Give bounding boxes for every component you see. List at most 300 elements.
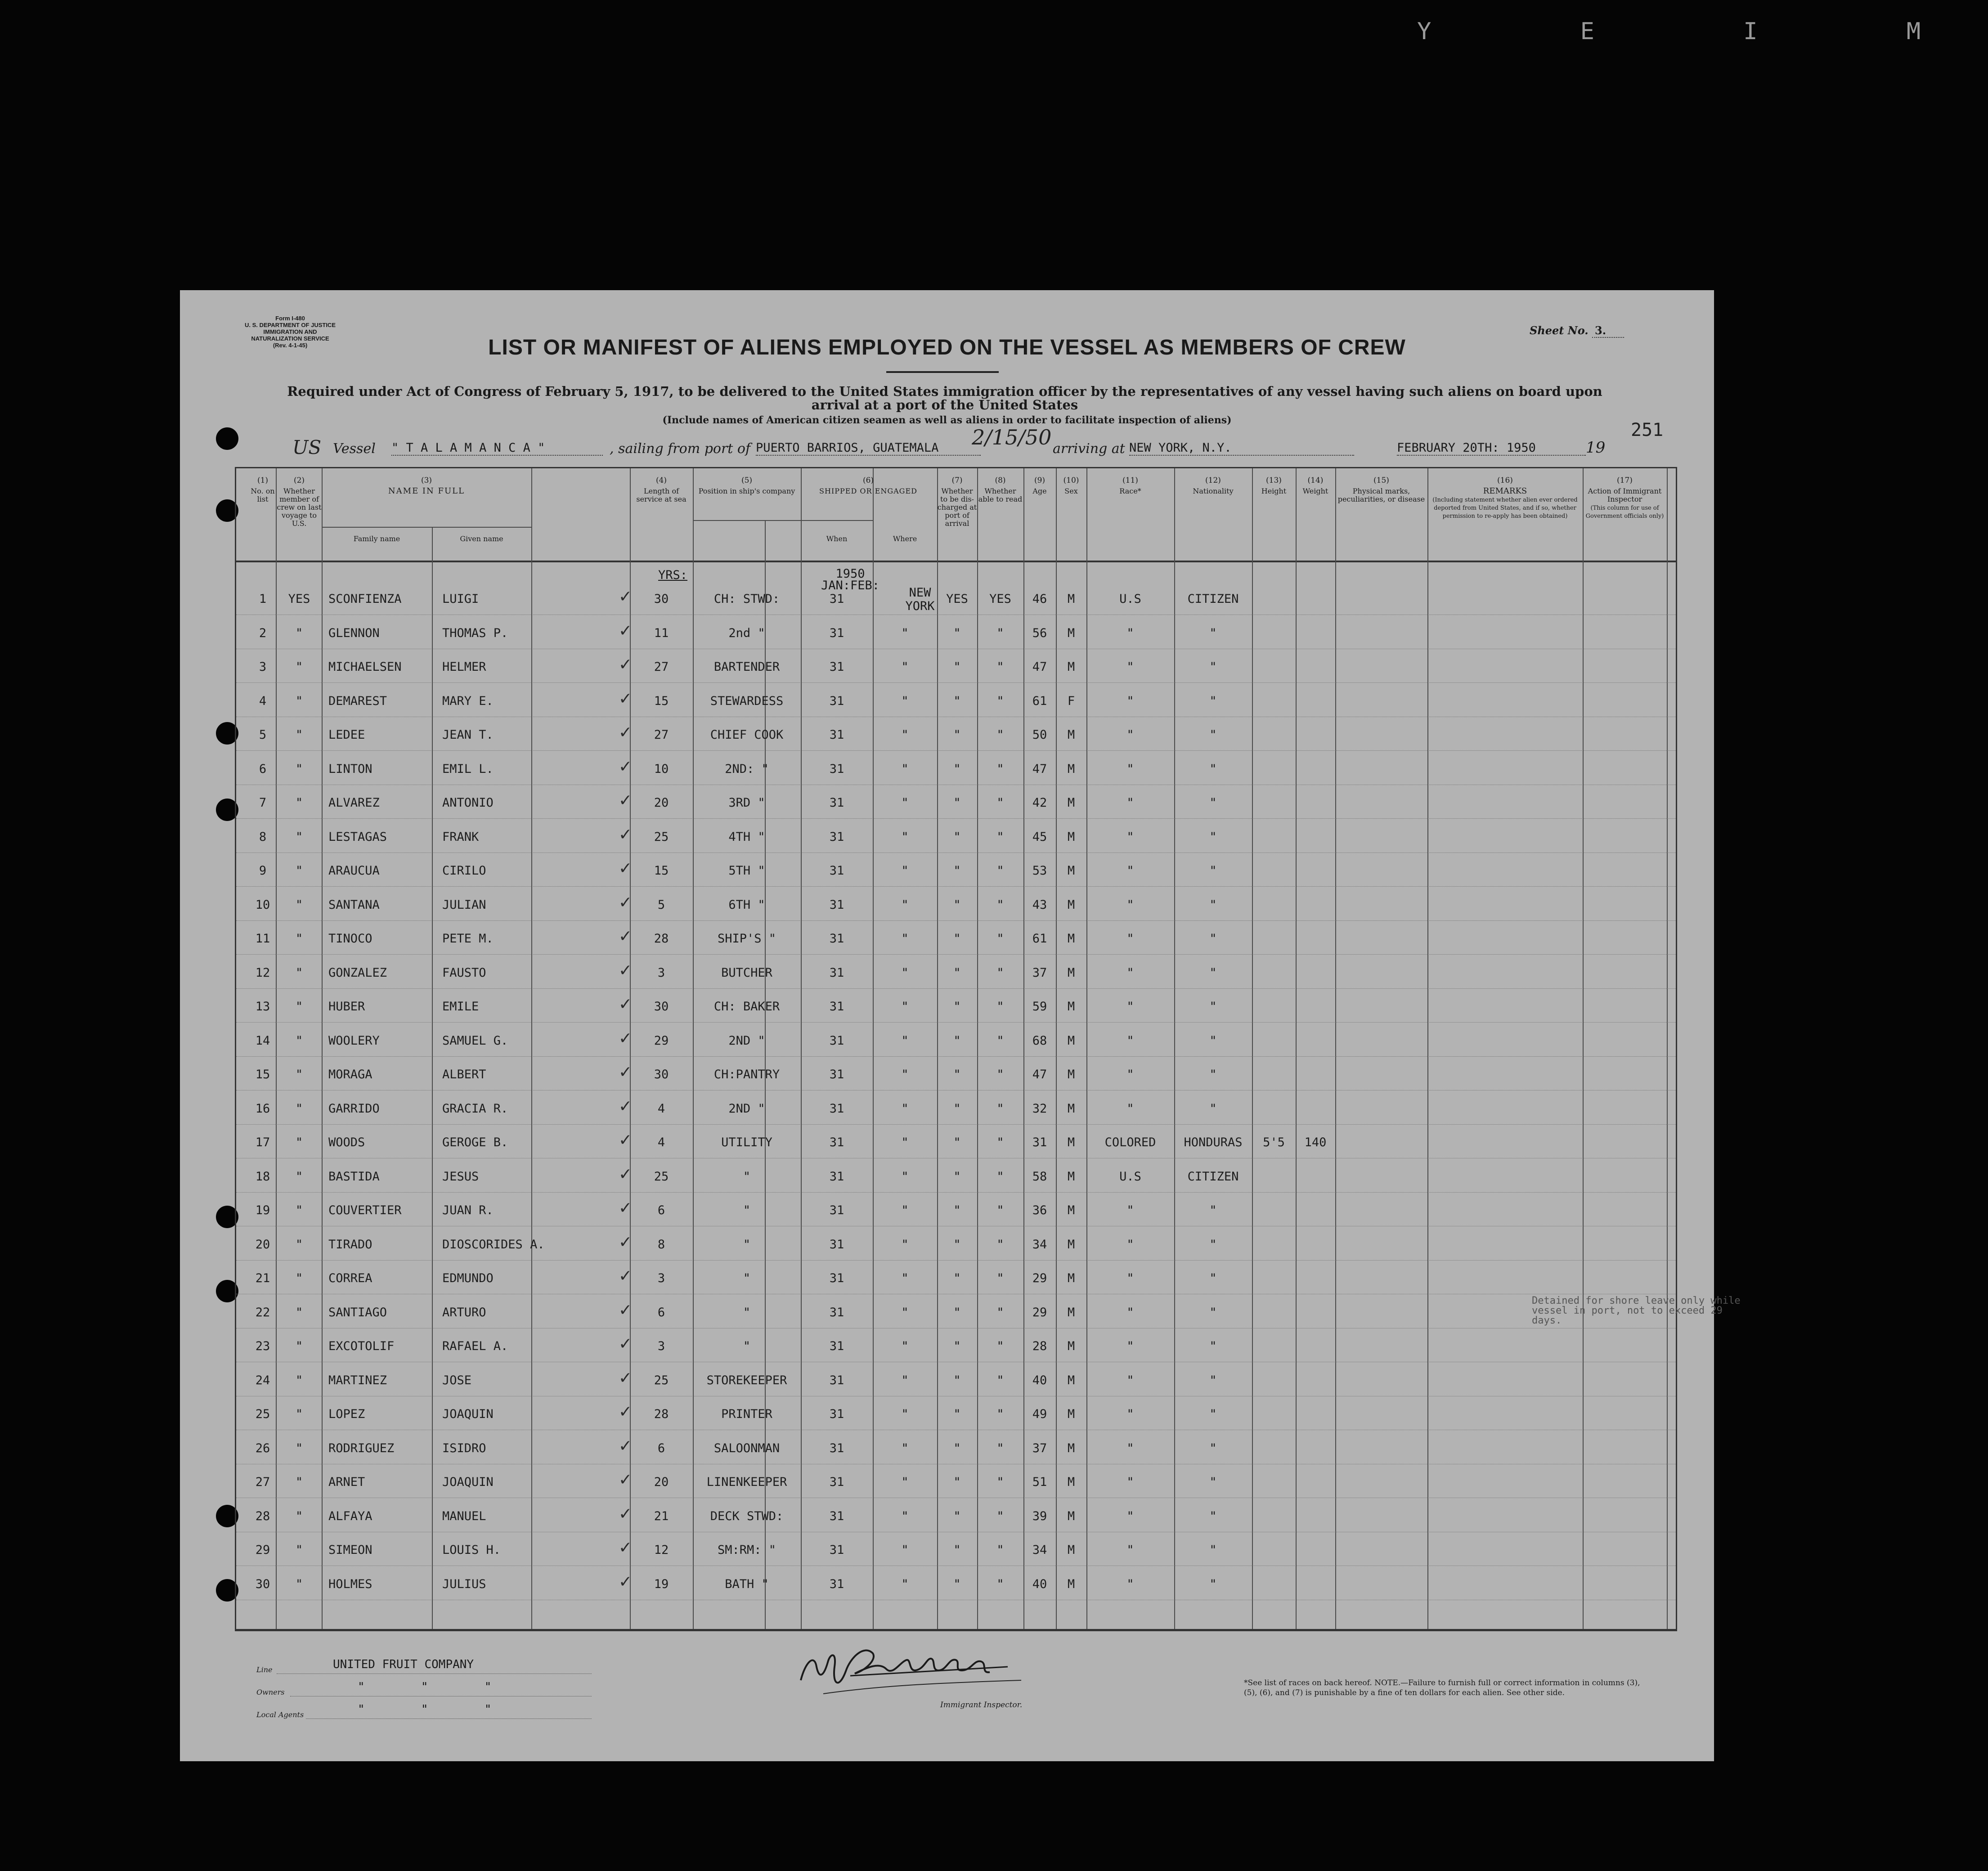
cell-no: 8 (259, 830, 267, 844)
cell-given: LOUIS H. (442, 1543, 501, 1557)
cell-yrs: 25 (654, 1373, 669, 1387)
cell-when: 31 (829, 1475, 844, 1489)
cell-family: COUVERTIER (328, 1203, 402, 1217)
cell-family: TINOCO (328, 932, 372, 946)
cell-given: RAFAEL A. (442, 1339, 508, 1353)
table-row (236, 1097, 1676, 1135)
cell-disch: " (953, 864, 961, 878)
check-mark-icon: ✓ (619, 1436, 633, 1455)
check-mark-icon: ✓ (619, 893, 633, 912)
cell-when: 31 (829, 897, 844, 912)
cell-yrs: 3 (657, 965, 665, 980)
cell-position: " (743, 1203, 751, 1217)
cell-given: GRACIA R. (442, 1101, 508, 1116)
cell-position: LINENKEEPER (706, 1475, 787, 1489)
table-row (236, 1335, 1676, 1373)
cell-sex: M (1067, 965, 1075, 980)
table-row (236, 1063, 1676, 1101)
cell-yrs: 28 (654, 932, 669, 946)
table-row (236, 1504, 1676, 1543)
cell-sex: M (1067, 1339, 1075, 1353)
cell-position: " (743, 1339, 751, 1353)
table-row (236, 689, 1676, 728)
cell-where: " (901, 660, 909, 674)
cell-family: BASTIDA (328, 1169, 380, 1184)
cell-no: 23 (255, 1339, 270, 1353)
cell-age: 53 (1032, 864, 1047, 878)
cell-crew: " (295, 1373, 303, 1387)
cell-nat: " (1209, 1577, 1217, 1591)
cell-age: 51 (1032, 1475, 1047, 1489)
cell-race: " (1126, 728, 1134, 742)
cell-no: 14 (255, 1033, 270, 1048)
table-row (236, 1368, 1676, 1407)
cell-crew: " (295, 762, 303, 776)
cell-yrs: 3 (657, 1271, 665, 1285)
cell-disch: " (953, 897, 961, 912)
check-mark-icon: ✓ (619, 655, 633, 674)
cell-yrs: 11 (654, 626, 669, 640)
cell-where: " (901, 1373, 909, 1387)
row-rule (236, 1124, 1676, 1125)
cell-position: STEWARDESS (710, 694, 784, 708)
table-row (236, 1199, 1676, 1237)
cell-sex: M (1067, 592, 1075, 606)
header-col-8: (8) Whether able to read (978, 476, 1023, 503)
subnote: (Include names of American citizen seamen as well as aliens in order to facilitate inspection of aliens) (662, 414, 1232, 426)
cell-race: " (1126, 1000, 1134, 1014)
cell-crew: " (295, 660, 303, 674)
cell-sex: M (1067, 1203, 1075, 1217)
table-row (236, 1572, 1676, 1611)
cell-disch: " (953, 796, 961, 810)
header-col-12: (12) Nationality (1193, 476, 1234, 495)
cell-race: " (1126, 762, 1134, 776)
cell-no: 11 (255, 932, 270, 946)
cell-age: 29 (1032, 1305, 1047, 1319)
header-col-9: (9) Age (1032, 476, 1047, 495)
cell-when: 31 (829, 1203, 844, 1217)
cell-age: 31 (1032, 1135, 1047, 1149)
cell-nat: " (1209, 1203, 1217, 1217)
cell-where: " (901, 1033, 909, 1048)
cell-read: " (996, 1543, 1004, 1557)
cell-sex: M (1067, 1441, 1075, 1455)
sheet-value: 3. (1592, 324, 1624, 338)
cell-position: 2ND " (728, 1101, 765, 1116)
cell-position: CH: STWD: (714, 592, 780, 606)
cell-where: " (901, 626, 909, 640)
cell-position: " (743, 1237, 751, 1252)
cell-where: " (901, 1339, 909, 1353)
cell-when: 31 (829, 1033, 844, 1048)
cell-sex: M (1067, 1577, 1075, 1591)
cell-where: " (901, 1237, 909, 1252)
cell-read: " (996, 626, 1004, 640)
cell-read: " (996, 1305, 1004, 1319)
cell-when: 31 (829, 762, 844, 776)
cell-disch: " (953, 1543, 961, 1557)
check-mark-icon: ✓ (619, 1471, 633, 1489)
cell-age: 46 (1032, 592, 1047, 606)
cell-crew: " (295, 1101, 303, 1116)
cell-read: " (996, 660, 1004, 674)
table-row (236, 588, 1676, 626)
cell-family: ALFAYA (328, 1509, 372, 1523)
cell-race: " (1126, 660, 1134, 674)
page-title: LIST OR MANIFEST OF ALIENS EMPLOYED ON THE VESSEL AS MEMBERS OF CREW (488, 336, 1406, 359)
cell-age: 43 (1032, 897, 1047, 912)
cell-no: 4 (259, 694, 267, 708)
cell-no: 26 (255, 1441, 270, 1455)
cell-where: " (901, 1509, 909, 1523)
cell-no: 24 (255, 1373, 270, 1387)
cell-where: " (901, 1203, 909, 1217)
cell-no: 5 (259, 728, 267, 742)
cell-disch: " (953, 1068, 961, 1081)
row-rule (236, 920, 1676, 921)
handwritten-date: 2/15/50 (972, 425, 1052, 449)
check-mark-icon: ✓ (619, 1131, 633, 1149)
check-mark-icon: ✓ (619, 1165, 633, 1184)
header-col-3: (3) NAME IN FULL (388, 476, 465, 496)
cell-sex: M (1067, 1101, 1075, 1116)
cell-crew: " (295, 1543, 303, 1557)
table-row (236, 1029, 1676, 1068)
cell-crew: " (295, 1000, 303, 1014)
cell-family: MORAGA (328, 1068, 372, 1081)
cell-nat: " (1209, 626, 1217, 640)
cell-given: JULIUS (442, 1577, 486, 1591)
cell-position: 2ND " (728, 1033, 765, 1048)
cell-nat: " (1209, 864, 1217, 878)
check-mark-icon: ✓ (619, 1403, 633, 1421)
cell-position: SALOONMAN (714, 1441, 780, 1455)
film-edge-marks: Y E I M (1417, 18, 1988, 45)
cell-disch: " (953, 830, 961, 844)
form-number: Form I-480 (275, 315, 305, 322)
cell-race: " (1126, 1475, 1134, 1489)
cell-when: 31 (829, 864, 844, 878)
table-row (236, 961, 1676, 1000)
cell-age: 45 (1032, 830, 1047, 844)
cell-where: " (901, 1305, 909, 1319)
table-row (236, 995, 1676, 1033)
cell-nat: " (1209, 1509, 1217, 1523)
cell-race: " (1126, 1407, 1134, 1421)
cell-crew: " (295, 796, 303, 810)
cell-race: " (1126, 1373, 1134, 1387)
cell-family: ARAUCUA (328, 864, 380, 878)
years-unit-label: YRS: (658, 568, 688, 582)
check-mark-icon: ✓ (619, 927, 633, 946)
cell-no: 3 (259, 660, 267, 674)
check-mark-icon: ✓ (619, 1063, 633, 1081)
table-row (236, 1131, 1676, 1169)
footer-line (306, 1718, 592, 1719)
cell-where: " (901, 1000, 909, 1014)
revision: (Rev. 4-1-45) (273, 342, 308, 349)
cell-family: SIMEON (328, 1543, 372, 1557)
cell-read: " (996, 1000, 1004, 1014)
cell-nat: " (1209, 1441, 1217, 1455)
cell-when: 31 (829, 1339, 844, 1353)
cell-race: " (1126, 1068, 1134, 1081)
cell-yrs: 8 (657, 1237, 665, 1252)
cell-nat: " (1209, 1373, 1217, 1387)
cell-age: 34 (1032, 1237, 1047, 1252)
cell-no: 12 (255, 965, 270, 980)
cell-family: HOLMES (328, 1577, 372, 1591)
cell-crew: " (295, 1305, 303, 1319)
cell-read: " (996, 965, 1004, 980)
check-mark-icon: ✓ (619, 757, 633, 776)
cell-given: ARTURO (442, 1305, 486, 1319)
cell-sex: M (1067, 932, 1075, 946)
header-col-5: (5) Position in ship's company (698, 476, 795, 495)
cell-disch: " (953, 1169, 961, 1184)
cell-nat: " (1209, 1271, 1217, 1285)
cell-when: 31 (829, 1101, 844, 1116)
cell-race: " (1126, 1237, 1134, 1252)
title-underline (886, 371, 999, 373)
row-rule (236, 886, 1676, 887)
cell-no: 13 (255, 1000, 270, 1014)
cell-given: PETE M. (442, 932, 494, 946)
table-row (236, 927, 1676, 965)
cell-where: " (901, 1169, 909, 1184)
cell-given: MANUEL (442, 1509, 486, 1523)
header-col-10: (10) Sex (1063, 476, 1079, 495)
cell-age: 37 (1032, 1441, 1047, 1455)
table-row (236, 1165, 1676, 1203)
cell-age: 32 (1032, 1101, 1047, 1116)
cell-crew: " (295, 1203, 303, 1217)
cell-sex: M (1067, 762, 1075, 776)
cell-family: GARRIDO (328, 1101, 380, 1116)
cell-crew: YES (288, 592, 310, 606)
cell-family: LEDEE (328, 728, 365, 742)
cell-crew: " (295, 694, 303, 708)
cell-position: 4TH " (728, 830, 765, 844)
cell-nat: CITIZEN (1187, 592, 1239, 606)
row-rule (236, 954, 1676, 955)
cell-no: 1 (259, 592, 267, 606)
cell-where: " (901, 694, 909, 708)
cell-no: 2 (259, 626, 267, 640)
table-row (236, 1436, 1676, 1475)
table-row (236, 1267, 1676, 1305)
cell-disch: " (953, 728, 961, 742)
owners-label: Owners (256, 1688, 285, 1696)
cell-sex: M (1067, 1407, 1075, 1421)
cell-given: JUAN R. (442, 1203, 494, 1217)
cell-given: JULIAN (442, 897, 486, 912)
header-col-2: (2) Whether member of crew on last voyage to U.S. (277, 476, 322, 528)
cell-nat: " (1209, 1237, 1217, 1252)
cell-crew: " (295, 1441, 303, 1455)
cell-read: " (996, 864, 1004, 878)
cell-race: COLORED (1104, 1135, 1156, 1149)
cell-no: 15 (255, 1068, 270, 1081)
cell-disch: " (953, 1373, 961, 1387)
owners-value: " " " (358, 1680, 492, 1694)
cell-position: " (743, 1169, 751, 1184)
header-rule (236, 561, 1676, 562)
cell-when: 31 (829, 1543, 844, 1557)
cell-family: LINTON (328, 762, 372, 776)
cell-yrs: 12 (654, 1543, 669, 1557)
manifest-page (180, 290, 1741, 1761)
cell-yrs: 6 (657, 1441, 665, 1455)
header-col-15: (15) Physical marks, peculiarities, or disease (1337, 476, 1425, 503)
vessel-line (243, 439, 1683, 461)
cell-family: DEMAREST (328, 694, 387, 708)
cell-crew: " (295, 1407, 303, 1421)
cell-disch: " (953, 626, 961, 640)
cell-yrs: 30 (654, 1068, 669, 1081)
cell-nat: HONDURAS (1184, 1135, 1243, 1149)
cell-disch: YES (946, 592, 968, 606)
cell-disch: " (953, 1339, 961, 1353)
cell-read: " (996, 1577, 1004, 1591)
cell-no: 29 (255, 1543, 270, 1557)
cell-when: 31 (829, 1068, 844, 1081)
cell-sex: M (1067, 660, 1075, 674)
cell-crew: " (295, 728, 303, 742)
cell-where: " (901, 1068, 909, 1081)
cell-race: " (1126, 1509, 1134, 1523)
stamp-number: 251 (1631, 420, 1664, 440)
vessel-label: Vessel (333, 441, 376, 457)
cell-yrs: 19 (654, 1577, 669, 1591)
cell-family: LESTAGAS (328, 830, 387, 844)
punch-hole (216, 427, 238, 450)
cell-when: 31 (829, 728, 844, 742)
row-rule (236, 818, 1676, 819)
cell-position: 2ND: " (725, 762, 769, 776)
cell-no: 10 (255, 897, 270, 912)
cell-read: " (996, 1033, 1004, 1048)
cell-crew: " (295, 965, 303, 980)
cell-read: YES (989, 592, 1011, 606)
cell-disch: " (953, 1135, 961, 1149)
cell-position: DECK STWD: (710, 1509, 784, 1523)
cell-age: 42 (1032, 796, 1047, 810)
check-mark-icon: ✓ (619, 1335, 633, 1353)
cell-sex: M (1067, 626, 1075, 640)
cell-where: " (901, 1135, 909, 1149)
cell-crew: " (295, 864, 303, 878)
crew-table (235, 467, 1741, 1631)
cell-yrs: 21 (654, 1509, 669, 1523)
cell-crew: " (295, 1509, 303, 1523)
cell-position: " (743, 1305, 751, 1319)
check-mark-icon: ✓ (619, 723, 633, 742)
cell-sex: M (1067, 1373, 1075, 1387)
cell-when: 31 (829, 1305, 844, 1319)
cell-where: " (901, 864, 909, 878)
cell-when: 31 (829, 965, 844, 980)
cell-position: CH: BAKER (714, 1000, 780, 1014)
cell-when: 31 (829, 592, 844, 606)
cell-read: " (996, 1373, 1004, 1387)
cell-race: U.S (1119, 592, 1141, 606)
cell-race: " (1126, 1577, 1134, 1591)
cell-disch: " (953, 1577, 961, 1591)
signature-label: Immigrant Inspector. (940, 1701, 1023, 1709)
cell-nat: " (1209, 660, 1217, 674)
cell-read: " (996, 1101, 1004, 1116)
cell-sex: M (1067, 1271, 1075, 1285)
table-row (236, 1233, 1676, 1271)
cell-when: 31 (829, 1509, 844, 1523)
cell-when: 31 (829, 694, 844, 708)
year-suffix: 19 (1586, 439, 1606, 457)
cell-given: SAMUEL G. (442, 1033, 508, 1048)
cell-position: 5TH " (728, 864, 765, 878)
cell-race: U.S (1119, 1169, 1141, 1184)
cell-given: EMILE (442, 1000, 479, 1014)
cell-family: MICHAELSEN (328, 660, 402, 674)
cell-no: 20 (255, 1237, 270, 1252)
shipped-subline (693, 520, 873, 521)
cell-yrs: 5 (657, 897, 665, 912)
check-mark-icon: ✓ (619, 1029, 633, 1048)
header-col-6: (6) SHIPPED OR ENGAGED (819, 476, 917, 495)
cell-nat: " (1209, 1543, 1217, 1557)
cell-given: DIOSCORIDES A. (442, 1237, 545, 1252)
cell-crew: " (295, 1135, 303, 1149)
cell-no: 16 (255, 1101, 270, 1116)
cell-nat: " (1209, 830, 1217, 844)
check-mark-icon: ✓ (619, 689, 633, 708)
cell-position: 6TH " (728, 897, 765, 912)
table-row (236, 1539, 1676, 1577)
cell-yrs: 30 (654, 1000, 669, 1014)
cell-position: SM:RM: " (717, 1543, 776, 1557)
cell-sex: M (1067, 1543, 1075, 1557)
cell-when: 31 (829, 660, 844, 674)
cell-yrs: 15 (654, 694, 669, 708)
cell-age: 47 (1032, 660, 1047, 674)
cell-where: " (901, 1475, 909, 1489)
cell-position: STOREKEEPER (706, 1373, 787, 1387)
cell-height: 5'5 (1263, 1135, 1285, 1149)
sheet-label: Sheet No. (1530, 324, 1589, 337)
cell-no: 18 (255, 1169, 270, 1184)
cell-race: " (1126, 1101, 1134, 1116)
cell-yrs: 29 (654, 1033, 669, 1048)
cell-age: 56 (1032, 626, 1047, 640)
check-mark-icon: ✓ (619, 1233, 633, 1252)
cell-family: SANTIAGO (328, 1305, 387, 1319)
cell-crew: " (295, 1237, 303, 1252)
row-rule (236, 1260, 1676, 1261)
cell-given: THOMAS P. (442, 626, 508, 640)
cell-disch: " (953, 1237, 961, 1252)
cell-where: " (901, 1271, 909, 1285)
cell-where: " (901, 1577, 909, 1591)
header-col-1: (1) No. on list (251, 476, 275, 503)
handwritten-mark: US (292, 436, 322, 458)
cell-disch: " (953, 1475, 961, 1489)
cell-no: 6 (259, 762, 267, 776)
cell-crew: " (295, 1339, 303, 1353)
table-row (236, 1403, 1676, 1441)
check-mark-icon: ✓ (619, 1572, 633, 1591)
check-mark-icon: ✓ (619, 995, 633, 1014)
